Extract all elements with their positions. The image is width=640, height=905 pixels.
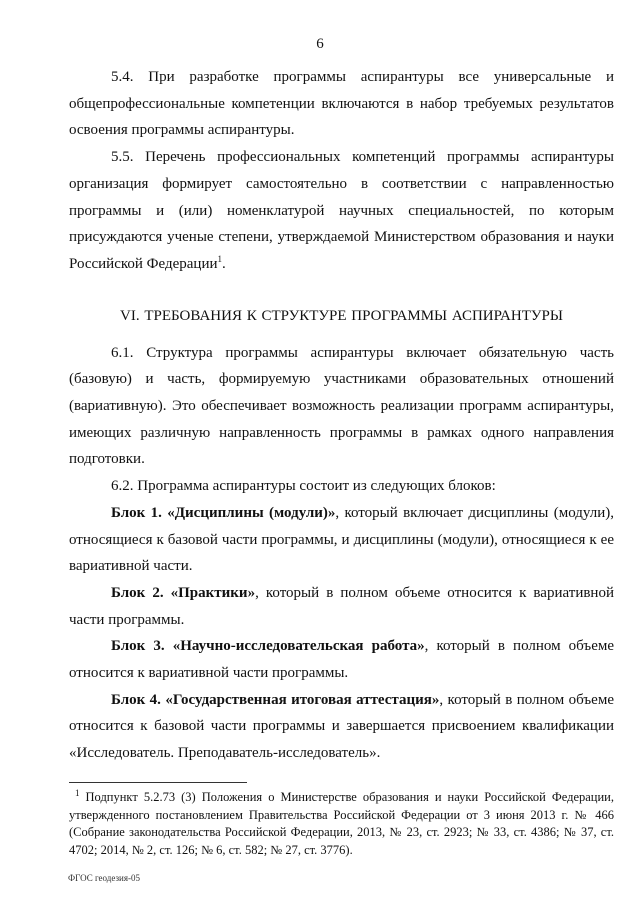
block-2-text: , который в полном объеме относится к вариативной части программы. xyxy=(69,584,614,628)
page-number: 6 xyxy=(316,36,324,52)
footnote-separator xyxy=(69,782,247,783)
paragraph-6-2: 6.2. Программа аспирантуры состоит из следующих блоков: xyxy=(111,478,496,495)
paragraph-5-4: 5.4. При разработке программы аспирантуры все универсальные и общепрофессиональные компетенции включаются в набор требуемых результатов освоения программы аспирантуры. xyxy=(69,69,614,139)
block-1-text: , который включает дисциплины (модули), относящиеся к базовой части программы, и дисциплины (модули), относящиеся к ее вариативной части. xyxy=(69,504,614,575)
block-3-text: , который в полном объеме относится к вариативной части программы. xyxy=(69,638,615,682)
paragraph-5-5-end: . xyxy=(222,255,226,272)
paragraph-5-5-text: 5.5. Перечень профессиональных компетенций программы аспирантуры организация формирует самостоятельно в соответствии с направленностью программы и (или) номенклатурой научных специальностей, по которым присуждаются ученые степени, утверждаемой Министерством образования и науки Российской Федерации xyxy=(69,149,614,272)
block-3-title: Блок 3. «Научно-исследовательская работа» xyxy=(111,638,425,655)
paragraph-6-1: 6.1. Структура программы аспирантуры включает обязательную часть (базовую) и часть, формируемую участниками образовательных отношений (вариативную). Это обеспечивает возможность реализации программ аспирантуры, имеющих различную направленность программы в рамках одного направления подготовки. xyxy=(69,344,614,468)
block-1-paragraph xyxy=(69,500,614,580)
block-4-paragraph xyxy=(69,687,614,767)
block-2-title: Блок 2. «Практики» xyxy=(111,584,256,601)
block-3-paragraph xyxy=(69,633,614,686)
footnote-reference-mark: 1 xyxy=(217,253,223,264)
paragraph-5-5 xyxy=(69,144,614,278)
block-2-paragraph xyxy=(69,580,614,633)
block-4-text: , который в полном объеме относится к базовой части программы и завершается присвоением квалификации «Исследователь. Преподаватель-исследователь». xyxy=(69,691,614,762)
footnote-mark: 1 xyxy=(75,787,80,798)
document-body xyxy=(69,64,614,767)
footer-label: ФГОС геодезия-05 xyxy=(68,873,140,883)
footnote xyxy=(69,789,614,859)
block-1-title: Блок 1. «Дисциплины (модули)» xyxy=(111,504,336,521)
block-4-title: Блок 4. «Государственная итоговая аттестация» xyxy=(111,691,440,708)
footnote-text: Подпункт 5.2.73 (3) Положения о Министерстве образования и науки Российской Федерации, утвержденного постановлением Правительства Российской Федерации от 3 июня 2013 г. № 466 (Собрание законодательства Российской Федерации, 2013, № 23, ст. 2923; № 33, ст. 4386; № 37, ст. 4702; 2014, № 2, ст. 126; № 6, ст. 582; № 27, ст. 3776). xyxy=(69,790,614,857)
section-vi-heading: VI. ТРЕБОВАНИЯ К СТРУКТУРЕ ПРОГРАММЫ АСПИРАНТУРЫ xyxy=(120,307,563,324)
